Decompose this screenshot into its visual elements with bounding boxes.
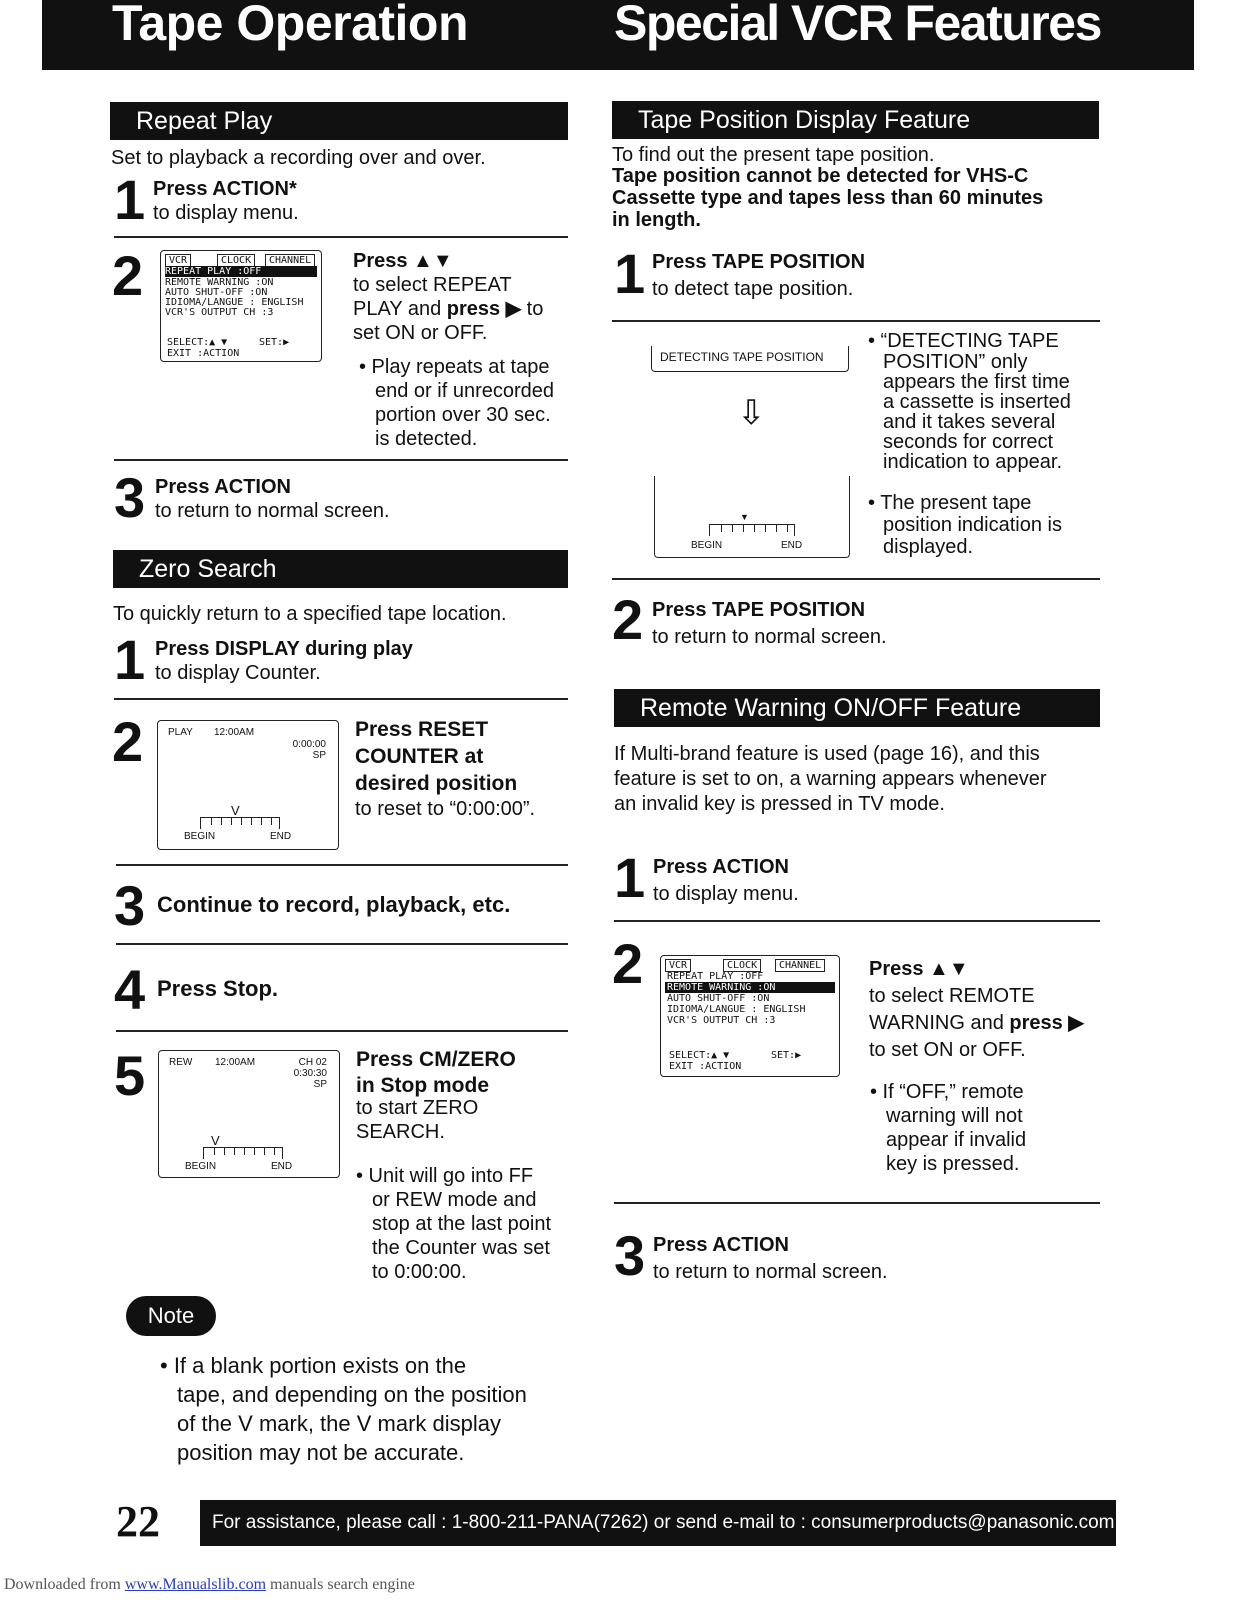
remote-step3-detail: to return to normal screen. (653, 1261, 888, 1283)
menu-row-language: IDIOMA/LANGUE : ENGLISH (165, 297, 304, 308)
assistance-banner: For assistance, please call : 1-800-211-PANA(7262) or send e-mail to : consumerproducts@panasonic.com (200, 1500, 1116, 1546)
tape-position-warning-2: Cassette type and tapes less than 60 minutes (612, 187, 1044, 209)
divider (116, 864, 568, 866)
zero-step1-number: 1 (114, 628, 144, 691)
zero-step2-number: 2 (112, 710, 142, 773)
note-line4: position may not be accurate. (177, 1440, 465, 1465)
zero-search-heading: Zero Search (113, 550, 568, 588)
divider (114, 236, 568, 238)
tape-step1-number: 1 (614, 242, 644, 305)
tape-bullet1-line6: seconds for correct (883, 431, 1054, 453)
tape-bullet1-line1: • “DETECTING TAPE (868, 330, 1059, 352)
tape-bullet1-line7: indication to appear. (883, 451, 1063, 473)
divider (612, 320, 1100, 322)
divider (612, 578, 1100, 580)
menu-tab-channel: CHANNEL (265, 254, 315, 267)
zero-step1-detail: to display Counter. (155, 662, 321, 684)
zero-search-intro: To quickly return to a specified tape location. (113, 603, 507, 625)
header-right-title: Special VCR Features (614, 0, 1101, 51)
bar-begin-label: BEGIN (691, 540, 723, 551)
repeat-step3-detail: to return to normal screen. (155, 500, 390, 522)
tape-position-v-mark: V (211, 1133, 220, 1148)
tape-step2-detail: to return to normal screen. (652, 626, 887, 648)
repeat-bullet-line1: • Play repeats at tape (359, 356, 550, 378)
repeat-step1-instruction: Press ACTION* (153, 178, 297, 200)
screen-mode: PLAY (168, 727, 193, 738)
zero-step2-instruction-2: COUNTER at (355, 745, 484, 768)
remote-step1-instruction: Press ACTION (653, 856, 789, 878)
note-line1: • If a blank portion exists on the (160, 1353, 467, 1378)
divider (114, 698, 568, 700)
menu-row-language: IDIOMA/LANGUE : ENGLISH (667, 1004, 806, 1015)
zero-step2-instruction-3: desired position (355, 772, 518, 795)
note-line3: of the V mark, the V mark display (177, 1411, 502, 1436)
tape-bullet2-line1: • The present tape (868, 492, 1032, 514)
repeat-bullet-line3: portion over 30 sec. (375, 404, 551, 426)
detecting-label: DETECTING TAPE POSITION (660, 350, 824, 364)
bar-end-label: END (781, 540, 803, 551)
zero-step3-instruction: Continue to record, playback, etc. (157, 892, 511, 917)
remote-step1-number: 1 (614, 846, 644, 909)
divider (614, 1202, 1100, 1204)
bar-begin-label: BEGIN (184, 831, 216, 842)
menu-exit-hint: EXIT :ACTION (669, 1061, 742, 1072)
tape-bullet1-line3: appears the first time (883, 371, 1070, 393)
tape-bullet1-line4: a cassette is inserted (883, 391, 1071, 413)
note-line2: tape, and depending on the position (177, 1382, 527, 1407)
menu-tab-clock: CLOCK (723, 959, 761, 972)
repeat-step2-instruction: Press ▲▼ (353, 250, 453, 272)
tape-position-heading: Tape Position Display Feature (612, 101, 1099, 139)
repeat-step3-number: 3 (114, 466, 144, 529)
menu-row-repeat-play-selected: REPEAT PLAY :OFF (165, 266, 317, 277)
repeat-step2-number: 2 (112, 244, 142, 307)
menu-row-auto-shut-off: AUTO SHUT-OFF :ON (165, 287, 268, 298)
zero-step5-detail-2: SEARCH. (356, 1121, 445, 1143)
screen-speed: SP (312, 750, 326, 761)
tape-position-intro: To find out the present tape position. (612, 144, 935, 166)
repeat-play-menu-screen (160, 250, 322, 362)
tape-position-screen (654, 476, 850, 558)
screen-speed: SP (313, 1079, 327, 1090)
menu-tab-vcr: VCR (165, 254, 191, 267)
repeat-step2-line4: set ON or OFF. (353, 322, 488, 344)
remote-step2-instruction: Press ▲▼ (869, 958, 969, 980)
menu-select-hint: SELECT:▲ ▼ (669, 1050, 730, 1061)
remote-warning-intro-3: an invalid key is pressed in TV mode. (614, 793, 945, 815)
remote-bullet-line3: appear if invalid (886, 1129, 1027, 1151)
repeat-step1-number: 1 (114, 168, 144, 231)
tape-step2-instruction: Press TAPE POSITION (652, 599, 866, 621)
repeat-step3-instruction: Press ACTION (155, 476, 291, 498)
tape-position-v-mark: V (231, 803, 240, 818)
tape-bullet2-line3: displayed. (883, 536, 974, 558)
menu-row-remote-warning-selected: REMOTE WARNING :ON (665, 982, 835, 993)
zero-bullet-line2: or REW mode and (372, 1189, 537, 1211)
zero-step5-instruction-1: Press CM/ZERO (356, 1048, 516, 1071)
detecting-screen (651, 346, 849, 372)
tape-bullet2-line2: position indication is (883, 514, 1062, 536)
remote-step2-line4: to set ON or OFF. (869, 1039, 1026, 1061)
repeat-step2-line3: PLAY and press ▶ to (353, 298, 544, 320)
zero-step2-detail: to reset to “0:00:00”. (355, 798, 536, 820)
tape-position-warning-3: in length. (612, 209, 701, 231)
page-header (42, 0, 1194, 70)
download-source: Downloaded from www.Manualslib.com manuals search engine (4, 1576, 415, 1593)
remote-warning-intro-1: If Multi-brand feature is used (page 16), and this (614, 743, 1040, 765)
zero-step5-detail-1: to start ZERO (356, 1097, 479, 1119)
screen-clock: 12:00AM (215, 1057, 256, 1068)
repeat-play-intro: Set to playback a recording over and over. (111, 147, 486, 169)
menu-tab-vcr: VCR (665, 959, 691, 972)
tape-bullet1-line5: and it takes several (883, 411, 1056, 433)
bar-begin-label: BEGIN (185, 1161, 217, 1172)
tape-position-bar (709, 524, 795, 536)
repeat-step2-line2: to select REPEAT (353, 274, 512, 296)
divider (116, 943, 568, 945)
remote-bullet-line2: warning will not (886, 1105, 1023, 1127)
zero-step2-instruction-1: Press RESET (355, 718, 489, 741)
tape-position-warning-1: Tape position cannot be detected for VHS-C (612, 165, 1029, 187)
zero-step5-number: 5 (114, 1044, 144, 1107)
zero-step1-instruction: Press DISPLAY during play (155, 638, 413, 660)
menu-select-hint: SELECT:▲ ▼ (167, 337, 228, 348)
zero-step4-instruction: Press Stop. (157, 976, 279, 1001)
zero-search-screen (158, 1050, 340, 1178)
remote-step3-instruction: Press ACTION (653, 1234, 789, 1256)
divider (614, 920, 1100, 922)
remote-step2-line3: WARNING and press ▶ (869, 1012, 1084, 1034)
remote-bullet-line4: key is pressed. (886, 1153, 1020, 1175)
zero-step5-instruction-2: in Stop mode (356, 1074, 489, 1097)
remote-warning-intro-2: feature is set to on, a warning appears whenever (614, 768, 1047, 790)
page-number: 22 (116, 1497, 160, 1546)
remote-step1-detail: to display menu. (653, 883, 799, 905)
zero-bullet-line5: to 0:00:00. (372, 1261, 467, 1283)
menu-tab-clock: CLOCK (217, 254, 255, 267)
screen-mode: REW (169, 1057, 193, 1068)
menu-row-remote-warning: REMOTE WARNING :ON (165, 277, 274, 288)
screen-counter: 0:30:30 (293, 1068, 327, 1079)
down-arrow-icon: ⇩ (737, 394, 766, 432)
header-left-title: Tape Operation (112, 0, 469, 51)
tape-step1-detail: to detect tape position. (652, 278, 854, 300)
remote-step3-number: 3 (614, 1224, 644, 1287)
remote-warning-menu-screen (660, 955, 840, 1077)
counter-display-screen (157, 720, 339, 850)
screen-channel: CH 02 (298, 1057, 327, 1068)
note-badge: Note (126, 1296, 216, 1336)
screen-counter: 0:00:00 (292, 739, 326, 750)
menu-row-output-channel: VCR'S OUTPUT CH :3 (165, 307, 274, 318)
zero-bullet-line3: stop at the last point (372, 1213, 552, 1235)
divider (116, 1030, 568, 1032)
menu-row-output-channel: VCR'S OUTPUT CH :3 (667, 1015, 776, 1026)
tape-position-marker: ▼ (740, 512, 749, 522)
zero-bullet-line4: the Counter was set (372, 1237, 550, 1259)
repeat-step1-detail: to display menu. (153, 202, 299, 224)
menu-row-repeat-play: REPEAT PLAY :OFF (667, 971, 764, 982)
tape-step1-instruction: Press TAPE POSITION (652, 251, 866, 273)
manualslib-link[interactable]: www.Manualslib.com (124, 1576, 267, 1593)
remote-warning-heading: Remote Warning ON/OFF Feature (614, 689, 1100, 727)
bar-end-label: END (270, 831, 292, 842)
repeat-play-heading: Repeat Play (110, 102, 568, 140)
menu-set-hint: SET:▶ (771, 1050, 802, 1061)
zero-step4-number: 4 (114, 958, 144, 1021)
zero-bullet-line1: • Unit will go into FF (356, 1165, 534, 1187)
remote-step2-line2: to select REMOTE (869, 985, 1035, 1007)
menu-set-hint: SET:▶ (259, 337, 290, 348)
remote-bullet-line1: • If “OFF,” remote (870, 1081, 1024, 1103)
screen-clock: 12:00AM (214, 727, 255, 738)
repeat-bullet-line4: is detected. (375, 428, 478, 450)
divider (114, 459, 568, 461)
tape-bullet1-line2: POSITION” only (883, 351, 1028, 373)
tape-position-bar (203, 1147, 283, 1159)
menu-row-auto-shut-off: AUTO SHUT-OFF :ON (667, 993, 770, 1004)
remote-step2-number: 2 (612, 932, 642, 995)
tape-position-bar (200, 817, 280, 829)
bar-end-label: END (271, 1161, 293, 1172)
menu-tab-channel: CHANNEL (775, 959, 825, 972)
repeat-bullet-line2: end or if unrecorded (375, 380, 555, 402)
menu-exit-hint: EXIT :ACTION (167, 348, 240, 359)
tape-step2-number: 2 (612, 588, 642, 651)
zero-step3-number: 3 (114, 874, 144, 937)
